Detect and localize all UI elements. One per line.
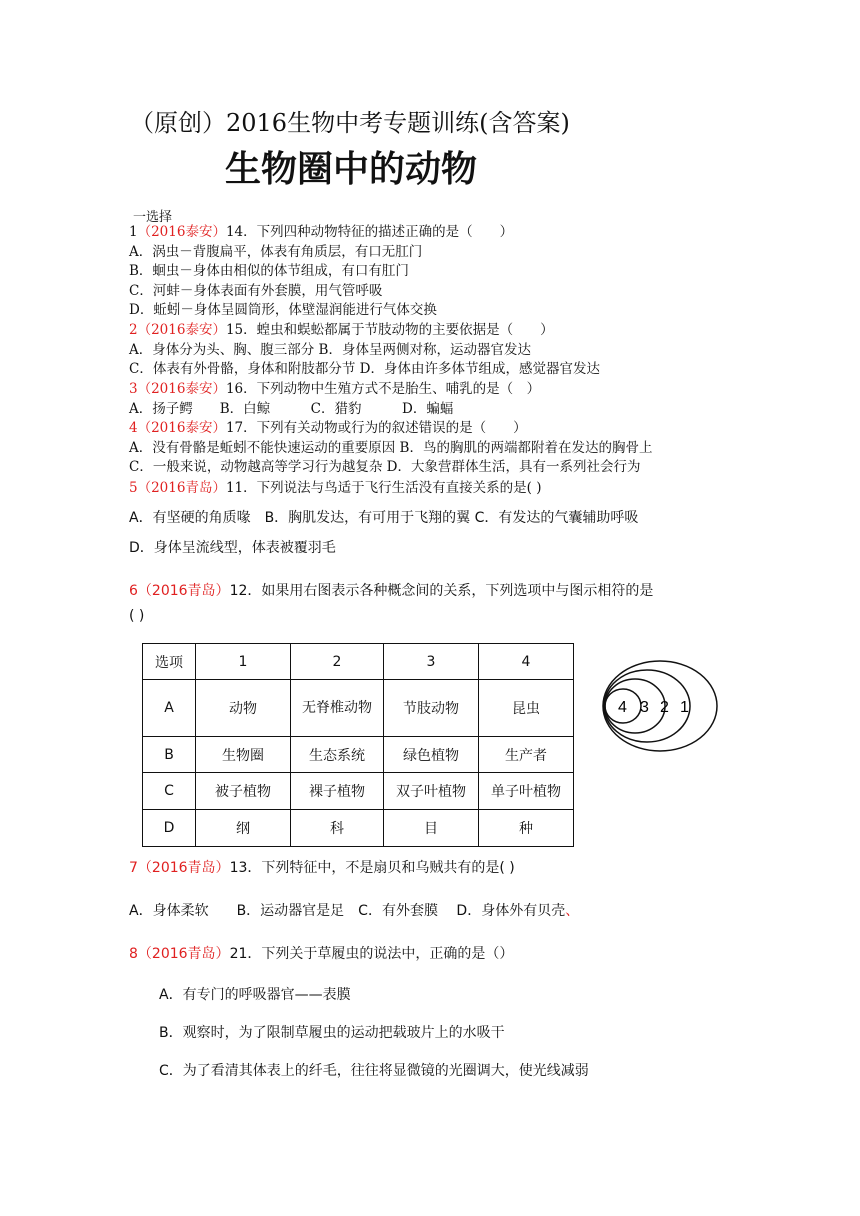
table-cell: 动物	[196, 680, 291, 737]
question-stem: 14．下列四种动物特征的描述正确的是（ ）	[225, 224, 514, 240]
option-text: 器官是足 C．有外套膜 D．身体外有贝壳	[288, 903, 566, 919]
table-cell: B	[143, 737, 196, 773]
concept-venn-diagram	[600, 655, 725, 757]
option-line: D．身体呈流线型，体表被覆羽毛	[129, 540, 336, 556]
question-source: （2016泰安）	[137, 381, 226, 397]
option-line: A．扬子鳄 B．白鲸 C．猎豹 D．蝙蝠	[129, 400, 454, 417]
question-number: 8	[129, 946, 138, 962]
option-line	[129, 900, 579, 920]
venn-circle-3	[605, 679, 665, 733]
table-cell: 被子植物	[196, 773, 291, 810]
table-cell: D	[143, 810, 196, 847]
option-line: B．蛔虫－身体由相似的体节组成，有口有肛门	[129, 263, 409, 279]
option-line: A．身体分为头、胸、腹三部分 B．身体呈两侧对称，运动器官发达	[129, 341, 531, 358]
table-cell: 裸子植物	[291, 773, 384, 810]
table-cell: 目	[384, 810, 479, 847]
document-subtitle: 生物圈中的动物	[225, 149, 478, 190]
document-title: （原创）2016生物中考专题训练(含答案)	[130, 109, 570, 137]
options-table	[142, 643, 574, 847]
question-6	[129, 580, 653, 600]
question-stem: 12．如果用右图表示各种概念间的关系，下列选项中与图示相符的是	[229, 583, 654, 599]
question-source: （2016青岛）	[137, 860, 230, 876]
table-cell: 昆虫	[479, 680, 574, 737]
question-6-bracket: ( )	[129, 608, 145, 624]
venn-label: 2	[660, 699, 669, 716]
option-line: C．体表有外骨骼，身体和附肢都分节 D．身体由许多体节组成，感觉器官发达	[129, 361, 600, 377]
table-cell: 种	[479, 810, 574, 847]
table-header-cell: 2	[291, 644, 384, 680]
venn-label: 3	[640, 699, 649, 716]
table-cell: 双子叶植物	[384, 773, 479, 810]
table-cell: 单子叶植物	[479, 773, 574, 810]
table-cell: A	[143, 680, 196, 737]
question-number: 4	[129, 420, 138, 436]
question-1	[129, 223, 513, 321]
question-stem: 17．下列有关动物或行为的叙述错误的是（ ）	[225, 420, 527, 436]
question-5	[129, 479, 541, 499]
question-stem: 13．下列特征中，不是扇贝和乌贼共有的是( )	[229, 860, 515, 876]
option-line: C．一般来说，动物越高等学习行为越复杂 D．大象营群体生活，具有一系列社会行为	[129, 459, 641, 475]
question-source: （2016青岛）	[137, 583, 230, 599]
question-stem: 11．下列说法与鸟适于飞行生活没有直接关系的是( )	[225, 480, 542, 496]
question-stem: 16．下列动物中生殖方式不是胎生、哺乳的是（ ）	[225, 381, 541, 397]
section-label: 一选择	[133, 210, 173, 225]
table-cell: 生态系统	[291, 737, 384, 773]
option-line: A．有坚硬的角质喙 B．胸肌发达，有可用于飞翔的翼 C．有发达的气囊辅助呼吸	[129, 510, 639, 526]
question-4	[129, 419, 652, 478]
venn-label: 4	[618, 699, 627, 716]
venn-label: 1	[680, 699, 689, 716]
question-stem: 15．蝗虫和蜈蚣都属于节肢动物的主要依据是（ ）	[225, 322, 554, 338]
option-line: C．河蚌－身体表面有外套膜，用气管呼吸	[129, 282, 383, 299]
question-3	[129, 380, 540, 419]
table-cell: 纲	[196, 810, 291, 847]
question-8	[129, 943, 513, 963]
table-row	[143, 810, 574, 847]
table-cell: 绿色植物	[384, 737, 479, 773]
option-line: C．为了看清其体表上的纤毛，往往将显微镜的光圈调大，使光线减弱	[159, 1063, 589, 1079]
question-number: 5	[129, 480, 138, 496]
table-cell: 生产者	[479, 737, 574, 773]
question-number: 6	[129, 583, 138, 599]
question-number: 7	[129, 860, 138, 876]
option-line: A．涡虫－背腹扁平，体表有角质层，有口无肛门	[129, 243, 423, 260]
table-cell: 科	[291, 810, 384, 847]
question-source: （2016青岛）	[137, 946, 230, 962]
question-number: 1	[129, 224, 138, 240]
option-line: B．观察时，为了限制草履虫的运动把载玻片上的水吸干	[159, 1025, 505, 1041]
table-header-cell: 3	[384, 644, 479, 680]
table-row	[143, 773, 574, 810]
table-cell: C	[143, 773, 196, 810]
table-row	[143, 737, 574, 773]
table-row	[143, 680, 574, 737]
question-number: 3	[129, 381, 138, 397]
question-source: （2016青岛）	[137, 480, 226, 496]
table-header-cell: 1	[196, 644, 291, 680]
question-2	[129, 321, 600, 380]
table-cell: 节肢动物	[384, 680, 479, 737]
table-cell: 生物圈	[196, 737, 291, 773]
table-cell: 无脊椎动物	[291, 680, 384, 737]
question-source: （2016泰安）	[137, 322, 226, 338]
table-header-row	[143, 644, 574, 680]
option-text: 、	[565, 903, 580, 919]
option-line: A．有专门的呼吸器官——表膜	[159, 987, 351, 1003]
option-text: A．身体柔软 B．运动	[129, 903, 289, 919]
table-header-cell: 选项	[143, 644, 196, 680]
question-stem: 21．下列关于草履虫的说法中，正确的是（）	[229, 946, 514, 962]
option-line: D．蚯蚓－身体呈圆筒形，体壁湿润能进行气体交换	[129, 302, 437, 318]
table-header-cell: 4	[479, 644, 574, 680]
question-number: 2	[129, 322, 138, 338]
question-source: （2016泰安）	[137, 420, 226, 436]
option-line: A．没有骨骼是蚯蚓不能快速运动的重要原因 B．鸟的胸肌的两端都附着在发达的胸骨上	[129, 439, 653, 456]
question-source: （2016泰安）	[137, 224, 226, 240]
question-7	[129, 857, 515, 877]
